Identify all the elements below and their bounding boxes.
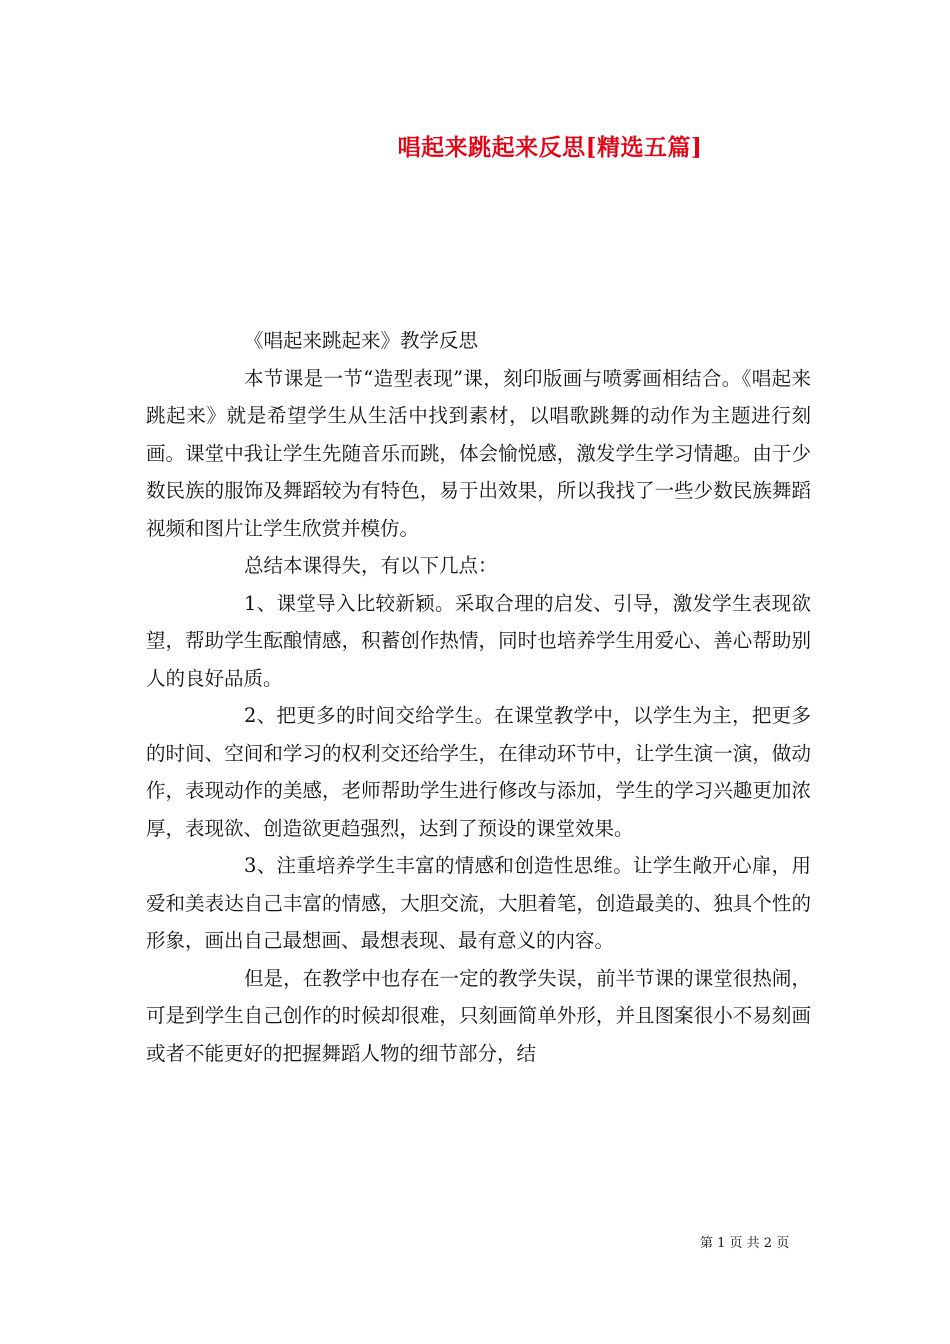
- list-item-3: 3、注重培养学生丰富的情感和创造性思维。让学生敞开心扉，用爱和美表达自己丰富的情感，大胆交流，大胆着笔，创造最美的、独具个性的形象，画出自己最想画、最想表现、最有意义的内容。: [146, 854, 811, 952]
- list-item-1: 1、课堂导入比较新颖。采取合理的启发、引导，激发学生表现欲望，帮助学生酝酿情感，积蓄创作热情，同时也培养学生用爱心、善心帮助别人的良好品质。: [146, 591, 811, 690]
- paragraph-summary: 总结本课得失，有以下几点：: [244, 554, 498, 577]
- document-body: [146, 322, 811, 1072]
- paragraph-intro: 本节课是一节“造型表现”课，刻印版画与喷雾画相结合。《唱起来跳起来》就是希望学生从生活中找到素材，以唱歌跳舞的动作为主题进行刻画。课堂中我让学生先随音乐而跳，体会愉悦感，激发学生学习情趣。由于少数民族的服饰及舞蹈较为有特色，易于出效果，所以我找了一些少数民族舞蹈视频和图片让学生欣赏并模仿。: [146, 366, 811, 540]
- section-heading: 《唱起来跳起来》教学反思: [244, 329, 479, 352]
- page-number-footer: 第 1 页 共 2 页: [700, 1236, 790, 1251]
- list-item-2: 2、把更多的时间交给学生。在课堂教学中，以学生为主，把更多的时间、空间和学习的权利交还给学生，在律动环节中，让学生演一演，做动作，表现动作的美感，老师帮助学生进行修改与添加，学生的学习兴趣更加浓厚，表现欲、创造欲更趋强烈，达到了预设的课堂效果。: [146, 704, 811, 840]
- paragraph-however: 但是，在教学中也存在一定的教学失误，前半节课的课堂很热闹，可是到学生自己创作的时候却很难，只刻画简单外形，并且图案很小不易刻画或者不能更好的把握舞蹈人物的细节部分，结: [146, 966, 811, 1065]
- document-title: 唱起来跳起来反思[精选五篇]: [397, 134, 703, 161]
